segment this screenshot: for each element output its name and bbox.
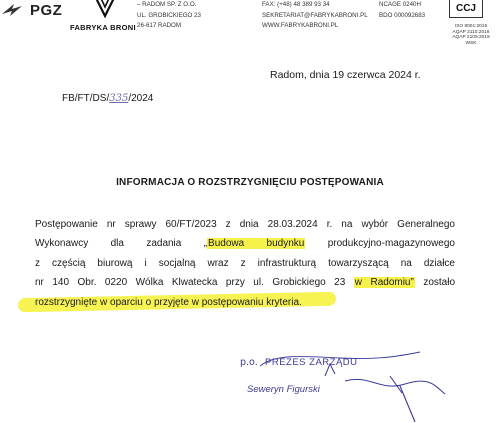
signature-prefix: p.o. — [240, 357, 258, 368]
iso-line: ISO 9001:2015 — [454, 24, 488, 29]
paragraph-text: produkcyjno-magazynowego — [305, 238, 455, 250]
registry-block — [379, 0, 425, 21]
paragraph-line — [35, 273, 455, 292]
iso-line: AQAP 2110:2016 — [452, 29, 490, 35]
ncage-line: NCAGE 0240H — [379, 1, 421, 8]
paragraph-line: z częścią biurową i socjalną wraz z infrastrukturą towarzyszącą na działce — [35, 257, 455, 269]
company-name: FABRYKA BRONI — [70, 23, 136, 32]
certificate-badge: CCJ — [449, 0, 483, 18]
reference-number — [62, 93, 153, 104]
paragraph-text: zostało — [414, 277, 456, 289]
paragraph-text: Wykonawcy dla zadania „ — [35, 238, 208, 250]
document-title: INFORMACJA O ROZSTRZYGNIĘCIU POSTĘPOWANIA — [116, 177, 384, 188]
paragraph-line — [35, 234, 455, 253]
iso-line: AQAP 2105:2019 — [452, 35, 490, 41]
address-line: 26-617 RADOM — [137, 22, 182, 29]
address-line: – RADOM SP. Z O.O. — [137, 1, 197, 8]
address-line: UL. GROBICKIEGO 23 — [137, 11, 201, 19]
email-line: SEKRETARIAT@FABRYKABRONI.PL — [262, 11, 368, 19]
paragraph-text: nr 140 Obr. 0220 Wólka Klwatecka przy ul. Grobickiego 23 — [35, 277, 354, 289]
reference-prefix: FB/FT/DS/ — [62, 93, 110, 104]
pgz-logo-text: PGZ — [30, 2, 63, 19]
contact-block — [262, 0, 368, 32]
highlighted-text: Budowa budynku — [208, 238, 305, 250]
iso-line: WSK — [465, 40, 477, 46]
highlighted-text: w Radomiu” — [354, 277, 414, 289]
reference-handwritten-number: 335 — [109, 93, 129, 104]
iso-certifications — [446, 24, 496, 46]
fabryka-broni-logo-icon — [92, 0, 118, 18]
paragraph-line: Postępowanie nr sprawy 60/FT/2023 z dnia 28.03.2024 r. na wybór Generalnego — [35, 219, 455, 230]
bdo-line: BDO 000092683 — [379, 11, 426, 19]
website-line: WWW.FABRYKABRONI.PL — [262, 22, 339, 29]
signature-name: Seweryn Figurski — [247, 384, 320, 395]
address-block — [137, 0, 201, 32]
body-paragraph — [35, 215, 455, 312]
reference-suffix: /2024 — [128, 93, 154, 104]
paragraph-line: rozstrzygnięte w oparciu o przyjęte w postępowaniu kryteria. — [35, 296, 302, 308]
document-date: Radom, dnia 19 czerwca 2024 r. — [270, 69, 421, 81]
fax-line: FAX: (+48) 48 389 93 34 — [262, 1, 330, 8]
signature-role-stamp: PREZES ZARZĄDU — [265, 357, 358, 368]
